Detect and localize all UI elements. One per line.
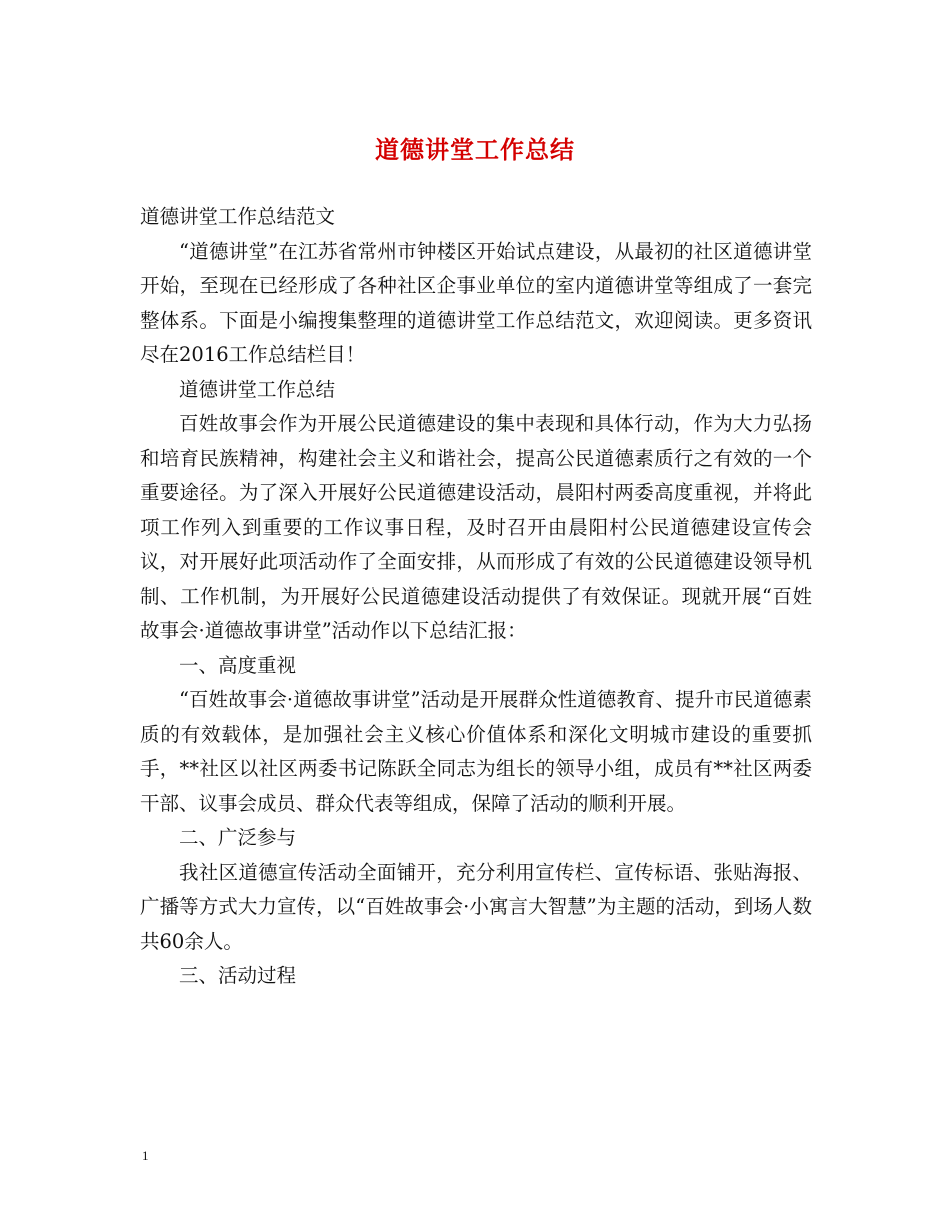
- section-heading: 三、活动过程: [179, 964, 297, 987]
- intro-paragraph: “道德讲堂”在江苏省常州市钟楼区开始试点建设，从最初的社区道德讲堂开始，至现在已经形成了各种社区企事业单位的室内道德讲堂等组成了一套完整体系。下面是小编搜集整理的道德讲堂工作总结范文，欢迎阅读。更多资讯尽在2016工作总结栏目！: [140, 239, 812, 366]
- subtitle-paragraph: 道德讲堂工作总结范文: [140, 205, 336, 228]
- body-paragraph: 百姓故事会作为开展公民道德建设的集中表现和具体行动，作为大力弘扬和培育民族精神，构建社会主义和谐社会，提高公民道德素质行之有效的一个重要途径。为了深入开展好公民道德建设活动，晨阳村两委高度重视，并将此项工作列入到重要的工作议事日程，及时召开由晨阳村公民道德建设宣传会议，对开展好此项活动作了全面安排，从而形成了有效的公民道德建设领导机制、工作机制，为开展好公民道德建设活动提供了有效保证。现就开展“百姓故事会·道德故事讲堂”活动作以下总结汇报：: [140, 412, 812, 642]
- section-heading: 二、广泛参与: [179, 826, 297, 849]
- body-paragraph: 我社区道德宣传活动全面铺开，充分利用宣传栏、宣传标语、张贴海报、广播等方式大力宣传，以“百姓故事会·小寓言大智慧”为主题的活动，到场人数共60余人。: [140, 860, 812, 953]
- section-heading: 道德讲堂工作总结: [179, 377, 336, 401]
- body-paragraph: “百姓故事会·道德故事讲堂”活动是开展群众性道德教育、提升市民道德素质的有效载体，是加强社会主义核心价值体系和深化文明城市建设的重要抓手，**社区以社区两委书记陈跃全同志为组长的领导小组，成员有**社区两委干部、议事会成员、群众代表等组成，保障了活动的顺利开展。: [140, 688, 812, 815]
- section-heading: 一、高度重视: [179, 653, 297, 677]
- document-body: [140, 200, 812, 994]
- page-number: 1: [142, 1148, 149, 1163]
- document-title: 道德讲堂工作总结: [375, 135, 575, 164]
